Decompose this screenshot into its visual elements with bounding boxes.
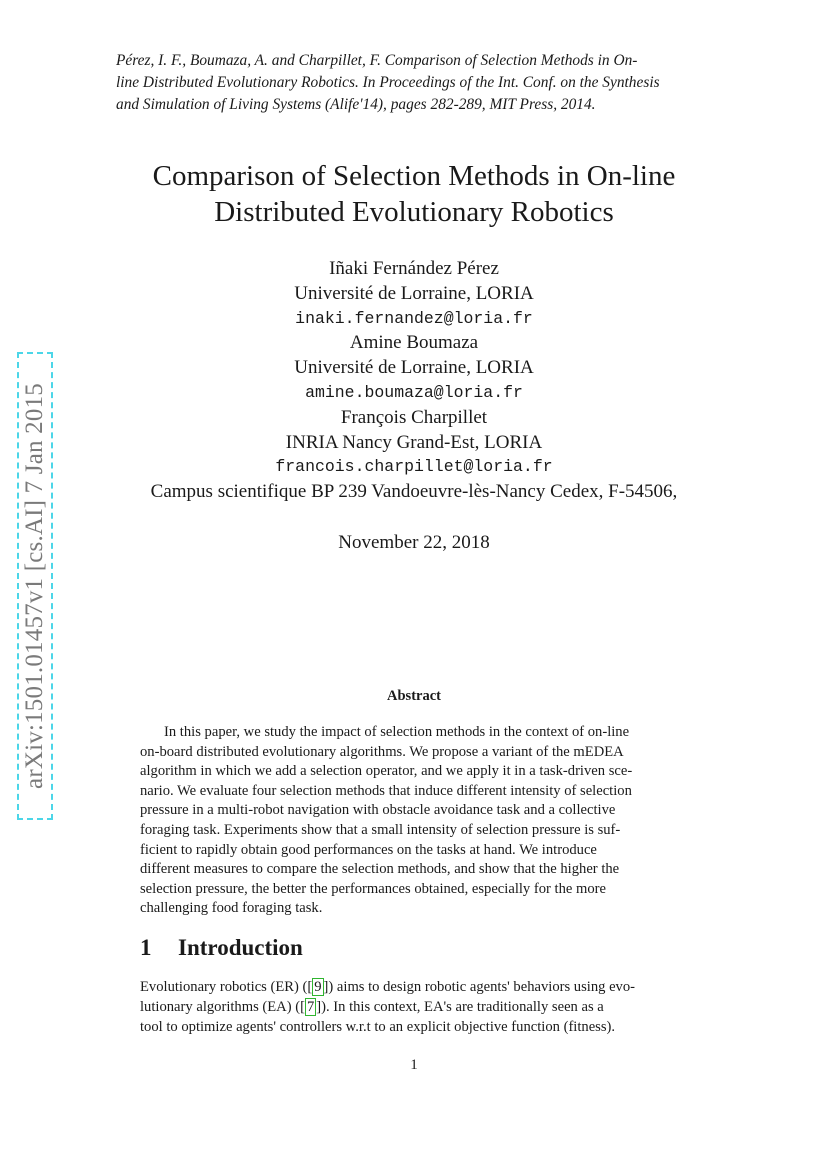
- citation-line: Pérez, I. F., Boumaza, A. and Charpillet, F. Comparison of Selection Methods in On-: [116, 52, 638, 69]
- section-number: 1: [140, 935, 152, 960]
- page-number: 1: [410, 1057, 418, 1073]
- intro-text: Evolutionary robotics (ER) ([: [140, 979, 313, 995]
- abstract-line: challenging food foraging task.: [140, 900, 323, 917]
- author-name: Iñaki Fernández Pérez: [329, 258, 499, 279]
- citation-link[interactable]: 7: [306, 998, 315, 1015]
- author-address: Campus scientifique BP 239 Vandoeuvre-lès-Nancy Cedex, F-54506,: [150, 481, 678, 503]
- intro-text: ]). In this context, EA's are traditionally seen as a: [316, 998, 604, 1015]
- abstract-heading: Abstract: [387, 688, 441, 704]
- intro-text: lutionary algorithms (EA) ([: [140, 998, 305, 1015]
- author-affiliation: INRIA Nancy Grand-Est, LORIA: [285, 431, 543, 453]
- intro-paragraph: [140, 978, 688, 1037]
- intro-line: [140, 978, 688, 998]
- abstract-line: pressure in a multi-robot navigation with obstacle avoidance task and a collective: [140, 802, 616, 819]
- author-email[interactable]: francois.charpillet@loria.fr: [275, 457, 553, 477]
- abstract-body: [140, 723, 688, 919]
- intro-line: [140, 998, 688, 1018]
- section-title: Introduction: [178, 935, 303, 960]
- abstract-line: foraging task. Experiments show that a small intensity of selection pressure is suf-: [140, 821, 621, 838]
- abstract-line: nario. We evaluate four selection methods that induce different intensity of selection: [140, 782, 632, 799]
- title-line: Comparison of Selection Methods in On-line: [152, 160, 676, 192]
- citation-header: [116, 50, 730, 116]
- abstract-line: different measures to compare the selection methods, and show that the higher the: [140, 861, 620, 878]
- citation-line: and Simulation of Living Systems (Alife'14), pages 282-289, MIT Press, 2014.: [116, 96, 596, 113]
- intro-line: tool to optimize agents' controllers w.r.t to an explicit objective function (fitness).: [140, 1018, 616, 1035]
- abstract-line: ficient to rapidly obtain good performances on the tasks at hand. We introduce: [140, 841, 597, 858]
- citation-line: line Distributed Evolutionary Robotics. In Proceedings of the Int. Conf. on the Synthesis: [116, 74, 660, 91]
- paper-title: [100, 158, 728, 230]
- arxiv-stamp-text: arXiv:1501.01457v1 [cs.AI] 7 Jan 2015: [21, 383, 48, 789]
- author-block: [100, 257, 728, 505]
- citation-link[interactable]: 9: [314, 979, 322, 995]
- author-email[interactable]: amine.boumaza@loria.fr: [305, 382, 523, 402]
- arxiv-stamp: [17, 352, 53, 820]
- abstract-line: algorithm in which we add a selection operator, and we apply it in a task-driven sce-: [140, 763, 633, 780]
- intro-text: ]) aims to design robotic agents' behaviors using evo-: [323, 979, 636, 995]
- abstract-line: In this paper, we study the impact of selection methods in the context of on-line: [164, 724, 630, 740]
- author-affiliation: Université de Lorraine, LORIA: [294, 282, 534, 304]
- paper-date: November 22, 2018: [338, 532, 490, 553]
- section-heading: [140, 935, 303, 961]
- author-name: Amine Boumaza: [349, 332, 479, 354]
- abstract-line: selection pressure, the better the performances obtained, especially for the more: [140, 880, 606, 897]
- author-name: François Charpillet: [340, 406, 488, 428]
- title-line: Distributed Evolutionary Robotics: [214, 196, 614, 228]
- author-affiliation: Université de Lorraine, LORIA: [294, 357, 534, 379]
- author-email[interactable]: inaki.fernandez@loria.fr: [295, 308, 533, 328]
- abstract-line: on-board distributed evolutionary algorithms. We propose a variant of the mEDEA: [140, 743, 624, 760]
